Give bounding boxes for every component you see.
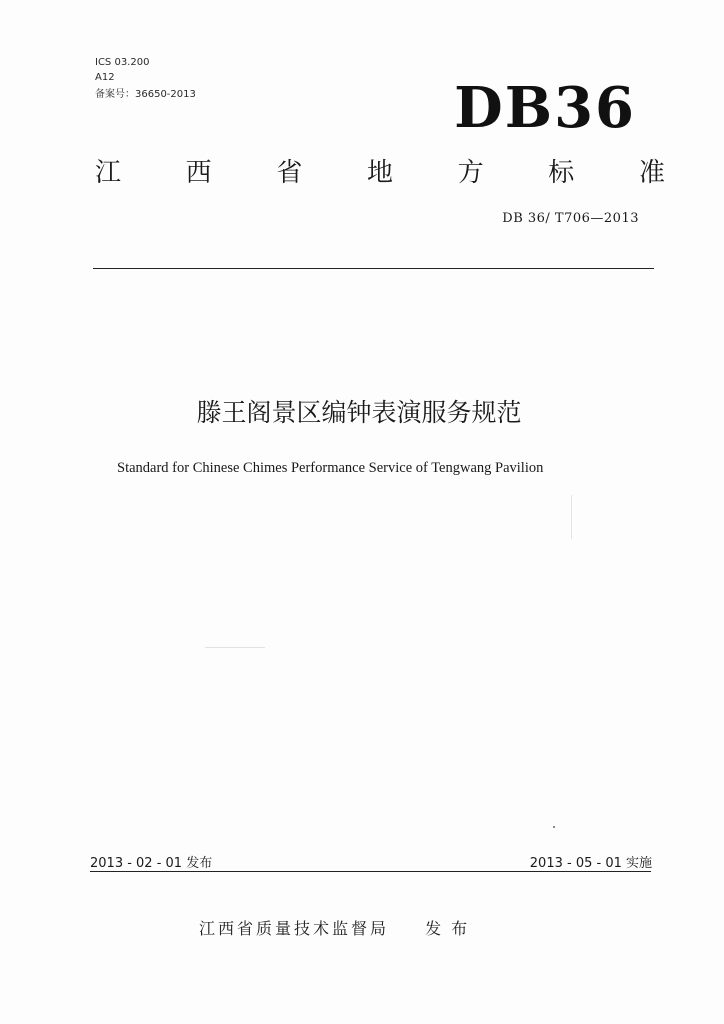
standard-type-char: 准 (638, 158, 665, 188)
header-divider (93, 268, 654, 269)
implementation-date: 2013 - 05 - 01 实施 (529, 856, 652, 871)
standard-type-char: 地 (366, 158, 393, 188)
issuer-action: 发布 (425, 919, 478, 938)
standard-type-char: 省 (276, 158, 303, 188)
footer-divider (90, 871, 651, 872)
title-english: Standard for Chinese Chimes Performance Service of Tengwang Pavilion (117, 460, 544, 476)
ccs-code: A12 (95, 72, 115, 83)
ics-code: ICS 03.200 (95, 57, 150, 68)
standard-code: DB 36/ T706—2013 (502, 211, 639, 226)
issuing-authority (199, 916, 477, 939)
standard-type-char: 江 (95, 158, 122, 188)
scan-speck (553, 826, 555, 828)
title-chinese: 滕王阁景区编钟表演服务规范 (196, 398, 522, 427)
scan-speck (571, 495, 572, 539)
standard-type-char: 西 (185, 158, 212, 188)
issuer-organization: 江西省质量技术监督局 (199, 919, 390, 938)
issue-date: 2013 - 02 - 01 发布 (90, 856, 213, 871)
standard-type-char: 标 (548, 158, 575, 188)
standard-type-char: 方 (457, 158, 484, 188)
scan-speck (205, 647, 265, 648)
db36-logo: DB36 (454, 75, 636, 141)
record-number: 备案号：36650-2013 (95, 89, 196, 100)
standard-type-heading (95, 157, 665, 189)
